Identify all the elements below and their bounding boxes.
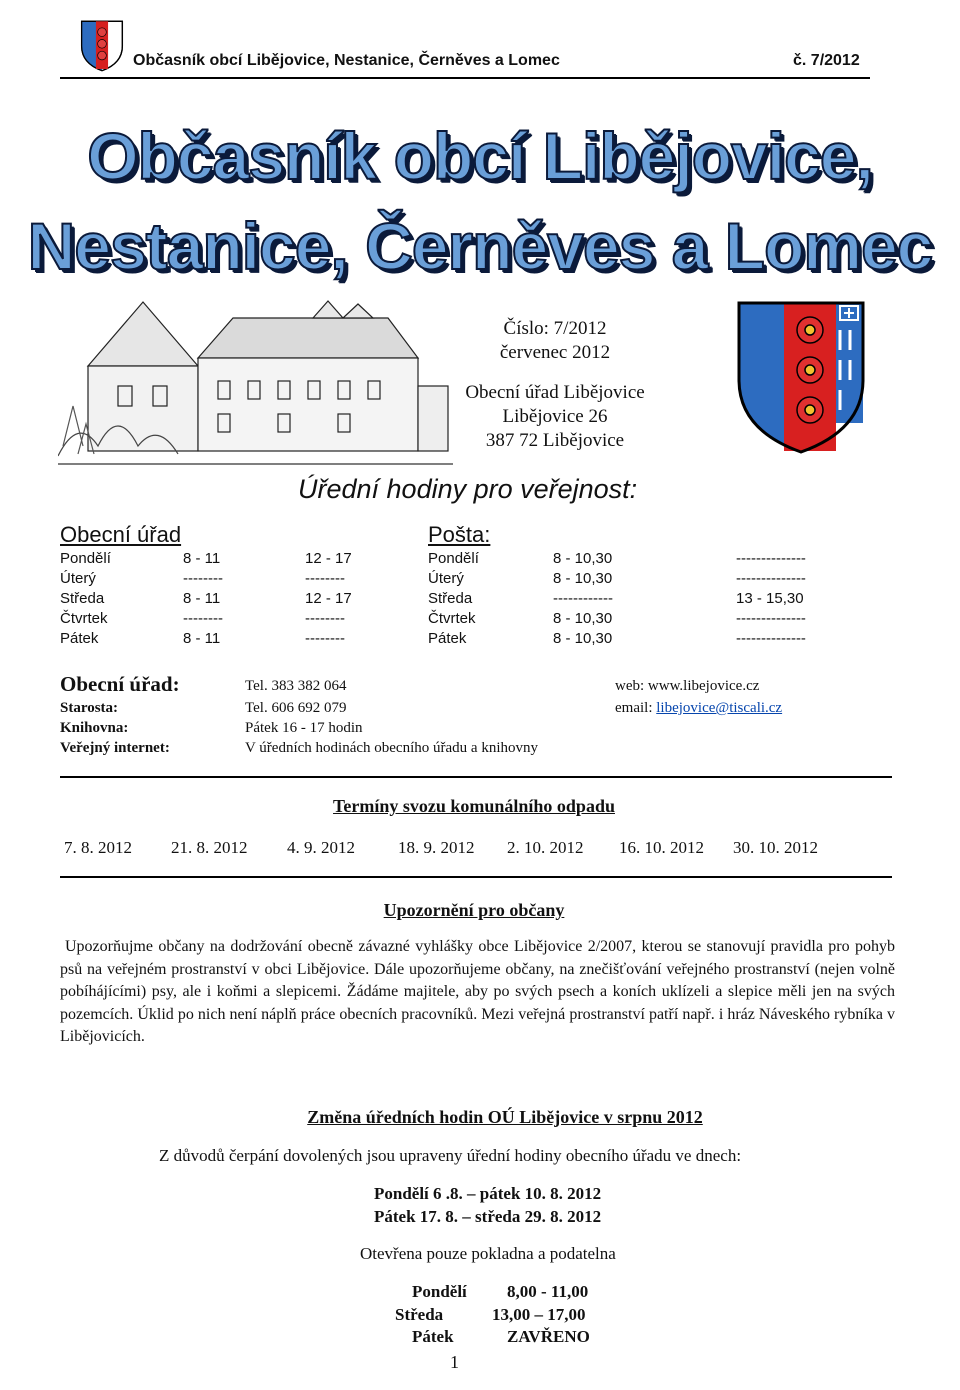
post-row-day: Středa [428,590,473,607]
change-intro: Z důvodů čerpání dovolených jsou upraveny úřední hodiny obecního úřadu ve dnech: [158,1146,742,1165]
change-period-1: Pondělí 6 .8. – pátek 10. 8. 2012 [374,1184,602,1203]
issue-number: Číslo: 7/2012 [503,318,607,339]
waste-title: Termíny svozu komunálního odpadu [333,796,615,816]
waste-date: 30. 10. 2012 [733,838,818,857]
waste-date: 7. 8. 2012 [64,838,132,857]
contact-email-label: email: [615,700,653,716]
waste-date: 2. 10. 2012 [507,838,584,857]
office-row-am: 8 - 11 [183,630,221,647]
email-link[interactable]: libejovice@tiscali.cz [656,700,783,716]
post-row-pm: -------------- [736,630,806,647]
change-note: Otevřena pouze pokladna a podatelna [360,1244,616,1263]
office-zip: 387 72 Libějovice [485,430,625,451]
post-row-pm: -------------- [736,550,806,567]
contact-internet-value: V úředních hodinách obecního úřadu a knihovny [245,740,538,756]
schedule-time: 13,00 – 17,00 [492,1305,586,1324]
waste-date: 21. 8. 2012 [171,838,248,857]
post-hours-heading: Pošta: [428,522,491,547]
contact-library-label: Knihovna: [60,720,129,736]
divider [60,876,892,878]
office-row-am: 8 - 11 [183,550,221,567]
office-row-am: -------- [183,610,223,627]
contact-library-value: Pátek 16 - 17 hodin [245,720,363,736]
notice-title: Upozornění pro občany [383,900,565,920]
post-row-day: Úterý [428,570,464,587]
office-hours-title: Úřední hodiny pro veřejnost: [298,474,638,504]
office-row-am: 8 - 11 [183,590,221,607]
castle-illustration [58,296,453,468]
divider [60,776,892,778]
main-title-line1: Občasník obcí Libějovice, [87,119,873,193]
post-row-pm: -------------- [736,570,806,587]
office-hours-heading: Obecní úřad [60,522,182,547]
post-row-am: 8 - 10,30 [553,610,613,627]
contact-internet-label: Veřejný internet: [60,740,170,756]
change-title: Změna úředních hodin OÚ Libějovice v srpnu 2012 [307,1107,703,1127]
header-title: Občasník obcí Libějovice, Nestanice, Černěves a Lomec [133,52,560,69]
schedule-day: Pondělí [412,1282,467,1301]
post-row-am: 8 - 10,30 [553,550,613,567]
office-name: Obecní úřad Libějovice [465,382,645,403]
office-row-day: Čtvrtek [60,610,108,627]
page-number: 1 [450,1352,459,1372]
waste-date: 16. 10. 2012 [619,838,704,857]
post-hours-table [428,550,848,660]
post-row-am: ------------ [553,590,613,607]
office-row-pm: -------- [305,630,345,647]
waste-dates [0,838,960,862]
post-row-pm: 13 - 15,30 [736,590,804,607]
coat-of-arms-icon [736,300,866,455]
waste-date: 18. 9. 2012 [398,838,475,857]
contact-office-value: Tel. 383 382 064 [245,678,347,694]
schedule-day: Středa [395,1305,444,1324]
schedule-time: ZAVŘENO [507,1327,590,1346]
change-period-2: Pátek 17. 8. – středa 29. 8. 2012 [374,1207,602,1226]
main-title-line2: Nestanice, Černěves a Lomec [27,209,933,283]
contact-mayor-value: Tel. 606 692 079 [245,700,347,716]
office-hours-table [60,550,400,660]
post-row-day: Pondělí [428,550,479,567]
office-row-pm: -------- [305,610,345,627]
office-row-pm: 12 - 17 [305,550,352,567]
contact-email [615,700,782,717]
contact-mayor-label: Starosta: [60,700,119,716]
post-row-day: Čtvrtek [428,610,476,627]
contact-web: web: www.libejovice.cz [615,678,760,694]
office-row-pm: 12 - 17 [305,590,352,607]
office-row-day: Středa [60,590,105,607]
office-row-day: Úterý [60,570,96,587]
issue-month: červenec 2012 [499,342,611,363]
waste-date: 4. 9. 2012 [287,838,355,857]
header-issue: č. 7/2012 [793,52,860,69]
contact-office-label: Obecní úřad: [60,672,180,696]
office-row-day: Pátek [60,630,99,647]
header-divider [60,77,870,79]
office-row-am: -------- [183,570,223,587]
office-address: Libějovice 26 [502,406,608,427]
schedule-time: 8,00 - 11,00 [507,1282,589,1301]
post-row-day: Pátek [428,630,467,647]
post-row-am: 8 - 10,30 [553,570,613,587]
office-row-day: Pondělí [60,550,111,567]
office-row-pm: -------- [305,570,345,587]
schedule-day: Pátek [412,1327,454,1346]
header-coat-of-arms-icon [80,20,124,72]
notice-text: Upozorňujme občany na dodržování obecně závazné vyhlášky obce Libějovice 2/2007, kterou se stanovují pravidla pro pohyb psů na veřejném prostranství v obci Libějovice. Dále upozorňujeme občany, na znečišťování veřejného prostranství (nejen volně pobíhájícími) psy, ale i koňmi a slepicemi. Žádáme majitele, aby po svých psech a koních uklízeli a slepice měli jen na svých pozemcích. Úklid po nich není náplň práce obecních pracovníků. Mezi veřejná prostranství patří např. i hráz Náveského rybníka v Libějovicích. [60,938,895,1045]
post-row-am: 8 - 10,30 [553,630,613,647]
post-row-pm: -------------- [736,610,806,627]
